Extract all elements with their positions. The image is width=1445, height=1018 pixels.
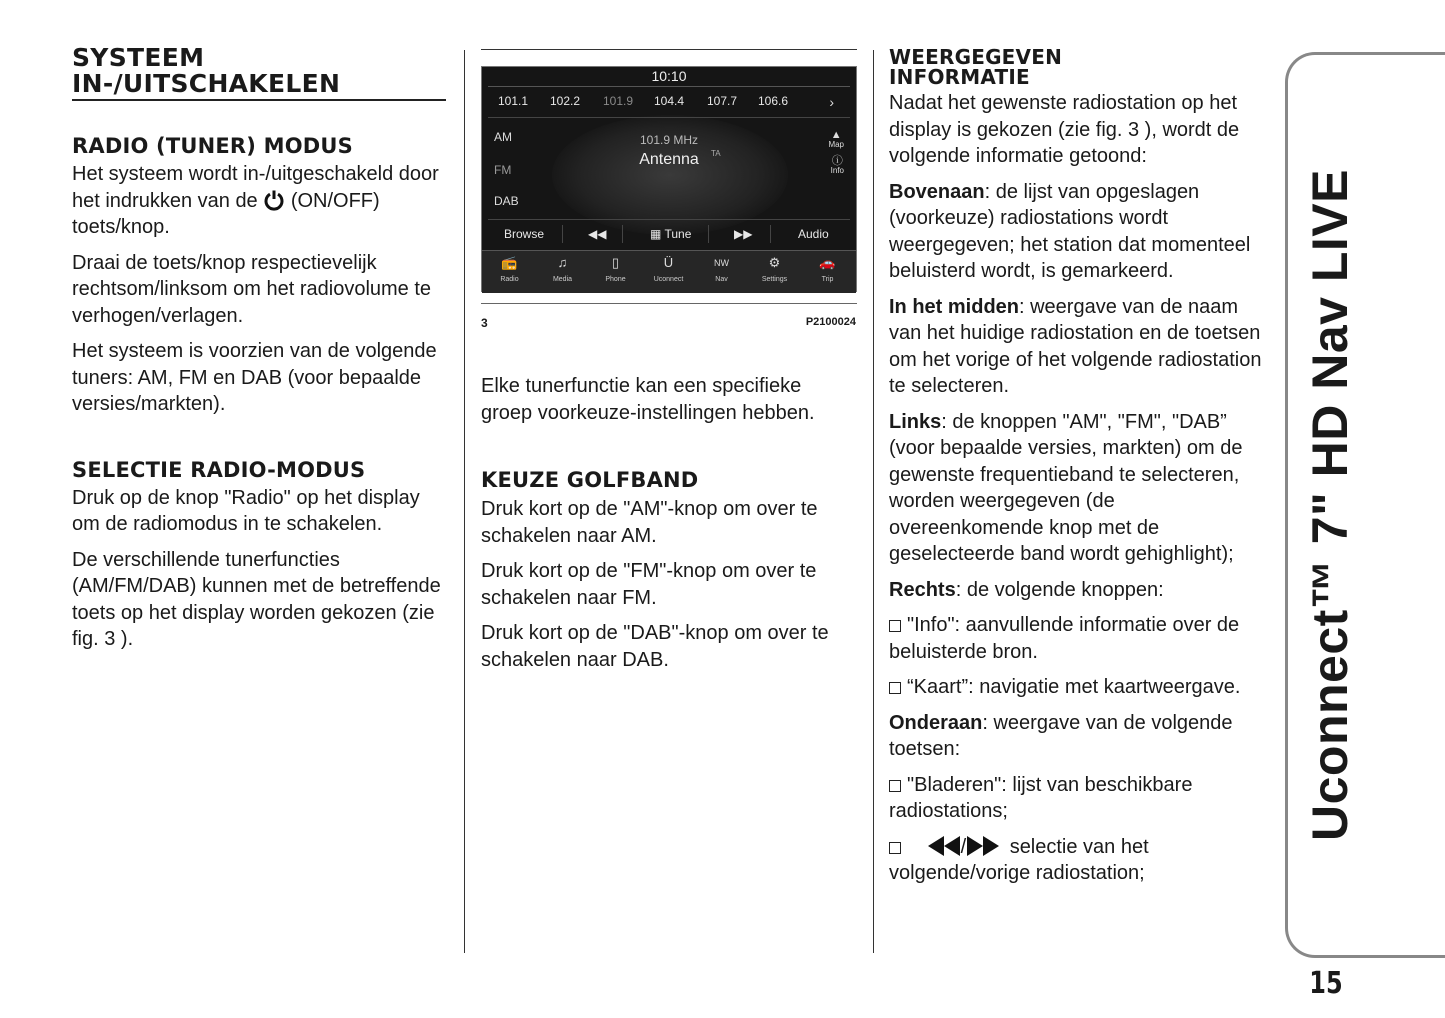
- paragraph-power: [72, 161, 446, 241]
- paragraph-am: Druk kort op de "AM"-knop om over te schakelen naar AM.: [481, 498, 818, 547]
- heading-line-1: WEERGEGEVEN: [889, 45, 1063, 69]
- radio-icon: 📻: [501, 255, 518, 270]
- page-number: 15: [1309, 966, 1343, 1001]
- seek-back-icon: ◀◀: [588, 227, 607, 241]
- section-title-system: [72, 45, 446, 101]
- nav-nav: NW Nav: [695, 255, 748, 285]
- bullet-browse: "Bladeren": lijst van beschikbare radiostations;: [889, 773, 1193, 822]
- chevron-right-icon: ›: [829, 94, 834, 110]
- seek-separator: /: [960, 835, 967, 858]
- info-icon: ⓘ: [831, 155, 843, 167]
- paragraph-power-end: (ON/OFF) toets/knop.: [72, 189, 380, 238]
- paragraph-middle: In het midden: weergave van de naam van het huidige radiostation en de toetsen om het vorige of het volgende radiostation te selecteren.: [889, 295, 1262, 397]
- bullet-map: “Kaart”: navigatie met kaartweergave.: [889, 674, 1265, 701]
- figure-bottom-rule: [481, 303, 857, 304]
- heading-select-radio-mode: SELECTIE RADIO-MODUS: [72, 457, 366, 482]
- label-top: Bovenaan: [889, 180, 985, 203]
- map-label: Map: [828, 140, 844, 149]
- paragraph-presets: Elke tunerfunctie kan een specifieke groep voorkeuze-instellingen hebben.: [481, 375, 815, 424]
- nav-trip: 🚗 Trip: [801, 255, 854, 285]
- control-separator: [622, 225, 623, 243]
- preset-1: 101.1: [498, 94, 529, 108]
- nav-phone: ▯ Phone: [589, 255, 642, 285]
- checkbox-bullet-icon: [889, 620, 901, 632]
- column-divider-right: [873, 50, 874, 953]
- paragraph-bottom: Onderaan: weergave van de volgende toetsen:: [889, 711, 1233, 760]
- audio-button: Audio: [798, 227, 829, 241]
- frequency-display: 101.9 MHz: [639, 133, 699, 147]
- heading-line-2: INFORMATIE: [889, 65, 1030, 89]
- preset-3-selected: 101.9: [603, 94, 634, 108]
- gear-icon: ⚙: [768, 255, 781, 270]
- figure-code: P2100024: [805, 316, 856, 328]
- paragraph-fm: Druk kort op de "FM"-knop om over te schakelen naar FM.: [481, 560, 817, 609]
- tune-button: [650, 227, 691, 241]
- paragraph-power-start: Het systeem wordt in-/uitgeschakeld door het indrukken van de: [72, 163, 439, 212]
- preset-bar: [496, 94, 840, 114]
- preset-4: 104.4: [654, 94, 685, 108]
- paragraph-top: Bovenaan: de lijst van opgeslagen (voorkeuze) radiostations wordt weergegeven; het station dat momenteel beluisterd wordt, is gemarkeerd.: [889, 180, 1251, 282]
- band-fm: FM: [494, 163, 512, 177]
- paragraph-volume: Draai de toets/knop respectievelijk rechtsom/linksom om het radiovolume te verhogen/verlagen.: [72, 251, 432, 327]
- paragraph-right: Rechts: de volgende knoppen:: [889, 578, 1164, 601]
- title-line-2: IN-/UITSCHAKELEN: [72, 69, 341, 98]
- paragraph-radio-button: Druk op de knop "Radio" op het display om de radiomodus in te schakelen.: [72, 486, 420, 535]
- screen-divider: [488, 86, 850, 87]
- paragraph-tuner-functions: De verschillende tunerfuncties (AM/FM/DAB) kunnen met de betreffende toets op het display worden gekozen (zie fig. 3 ).: [72, 548, 441, 650]
- column-2: [481, 373, 857, 682]
- bullet-info: "Info": aanvullende informatie over de beluisterde bron.: [889, 614, 1240, 663]
- control-separator: [708, 225, 709, 243]
- controls-divider: [488, 219, 850, 220]
- browse-button: Browse: [504, 227, 545, 241]
- preset-6: 106.6: [758, 94, 789, 108]
- paragraph-tuners: Het systeem is voorzien van de volgende tuners: AM, FM en DAB (voor bepaalde versies/markten).: [72, 340, 437, 415]
- label-left: Links: [889, 410, 942, 433]
- rewind-icon: [927, 835, 961, 857]
- nav-radio: 📻 Radio: [483, 255, 536, 285]
- radio-screen-figure: [481, 66, 857, 292]
- uconnect-icon: Ü: [663, 255, 674, 270]
- control-separator: [562, 225, 563, 243]
- ta-indicator: TA: [711, 149, 721, 158]
- figure-number: 3: [481, 316, 488, 330]
- column-1: [72, 45, 446, 662]
- checkbox-bullet-icon: [889, 780, 901, 792]
- media-icon: ♫: [557, 255, 568, 270]
- station-name: Antenna: [639, 151, 699, 168]
- preset-2: 102.2: [550, 94, 581, 108]
- seek-forward-icon: ▶▶: [734, 227, 753, 241]
- paragraph-dab: Druk kort op de "DAB"-knop om over te schakelen naar DAB.: [481, 622, 829, 671]
- nav-uconnect: Ü Uconnect: [642, 255, 695, 285]
- label-middle: In het midden: [889, 295, 1019, 318]
- nav-media: ♫ Media: [536, 255, 589, 285]
- band-am: AM: [494, 130, 512, 144]
- bullet-seek: / selectie van het volgende/vorige radiostation;: [889, 835, 1149, 884]
- screen-clock: 10:10: [651, 68, 687, 84]
- heading-band-choice: KEUZE GOLFBAND: [481, 468, 699, 492]
- heading-displayed-info: [889, 47, 1265, 87]
- column-divider-left: [464, 50, 465, 953]
- bottom-nav-bar: [482, 250, 856, 293]
- car-icon: 🚗: [819, 255, 836, 270]
- tune-label: Tune: [664, 227, 692, 241]
- label-right: Rechts: [889, 578, 956, 601]
- compass-icon: NW: [714, 258, 729, 268]
- heading-radio-mode: RADIO (TUNER) MODUS: [72, 134, 353, 158]
- map-icon: ▲: [830, 129, 842, 141]
- fast-forward-icon: [966, 835, 1000, 857]
- checkbox-bullet-icon: [889, 842, 901, 854]
- map-button: [828, 131, 844, 149]
- preset-5: 107.7: [707, 94, 738, 108]
- band-dab: DAB: [494, 194, 519, 208]
- preset-divider: [488, 117, 850, 118]
- control-separator: [770, 225, 771, 243]
- nav-settings: ⚙ Settings: [748, 255, 801, 285]
- paragraph-intro: Nadat het gewenste radiostation op het display is gekozen (zie fig. 3 ), wordt de volgende informatie getoond:: [889, 92, 1240, 167]
- grid-icon: ▦: [650, 227, 662, 241]
- power-icon: [263, 189, 285, 211]
- checkbox-bullet-icon: [889, 682, 901, 694]
- figure-top-rule: [481, 49, 857, 50]
- info-button: [831, 157, 844, 175]
- phone-icon: ▯: [611, 255, 620, 270]
- title-line-1: SYSTEEM: [72, 43, 205, 72]
- info-label: Info: [830, 166, 844, 175]
- label-bottom: Onderaan: [889, 711, 983, 734]
- paragraph-left: Links: de knoppen "AM", "FM", "DAB” (voor bepaalde versies, markten) om de gewenste frequentieband te selecteren, worden weergegeven (de overeenkomende knop met de geselecteerde band wordt gehighlight);: [889, 410, 1243, 565]
- column-3: [889, 47, 1265, 896]
